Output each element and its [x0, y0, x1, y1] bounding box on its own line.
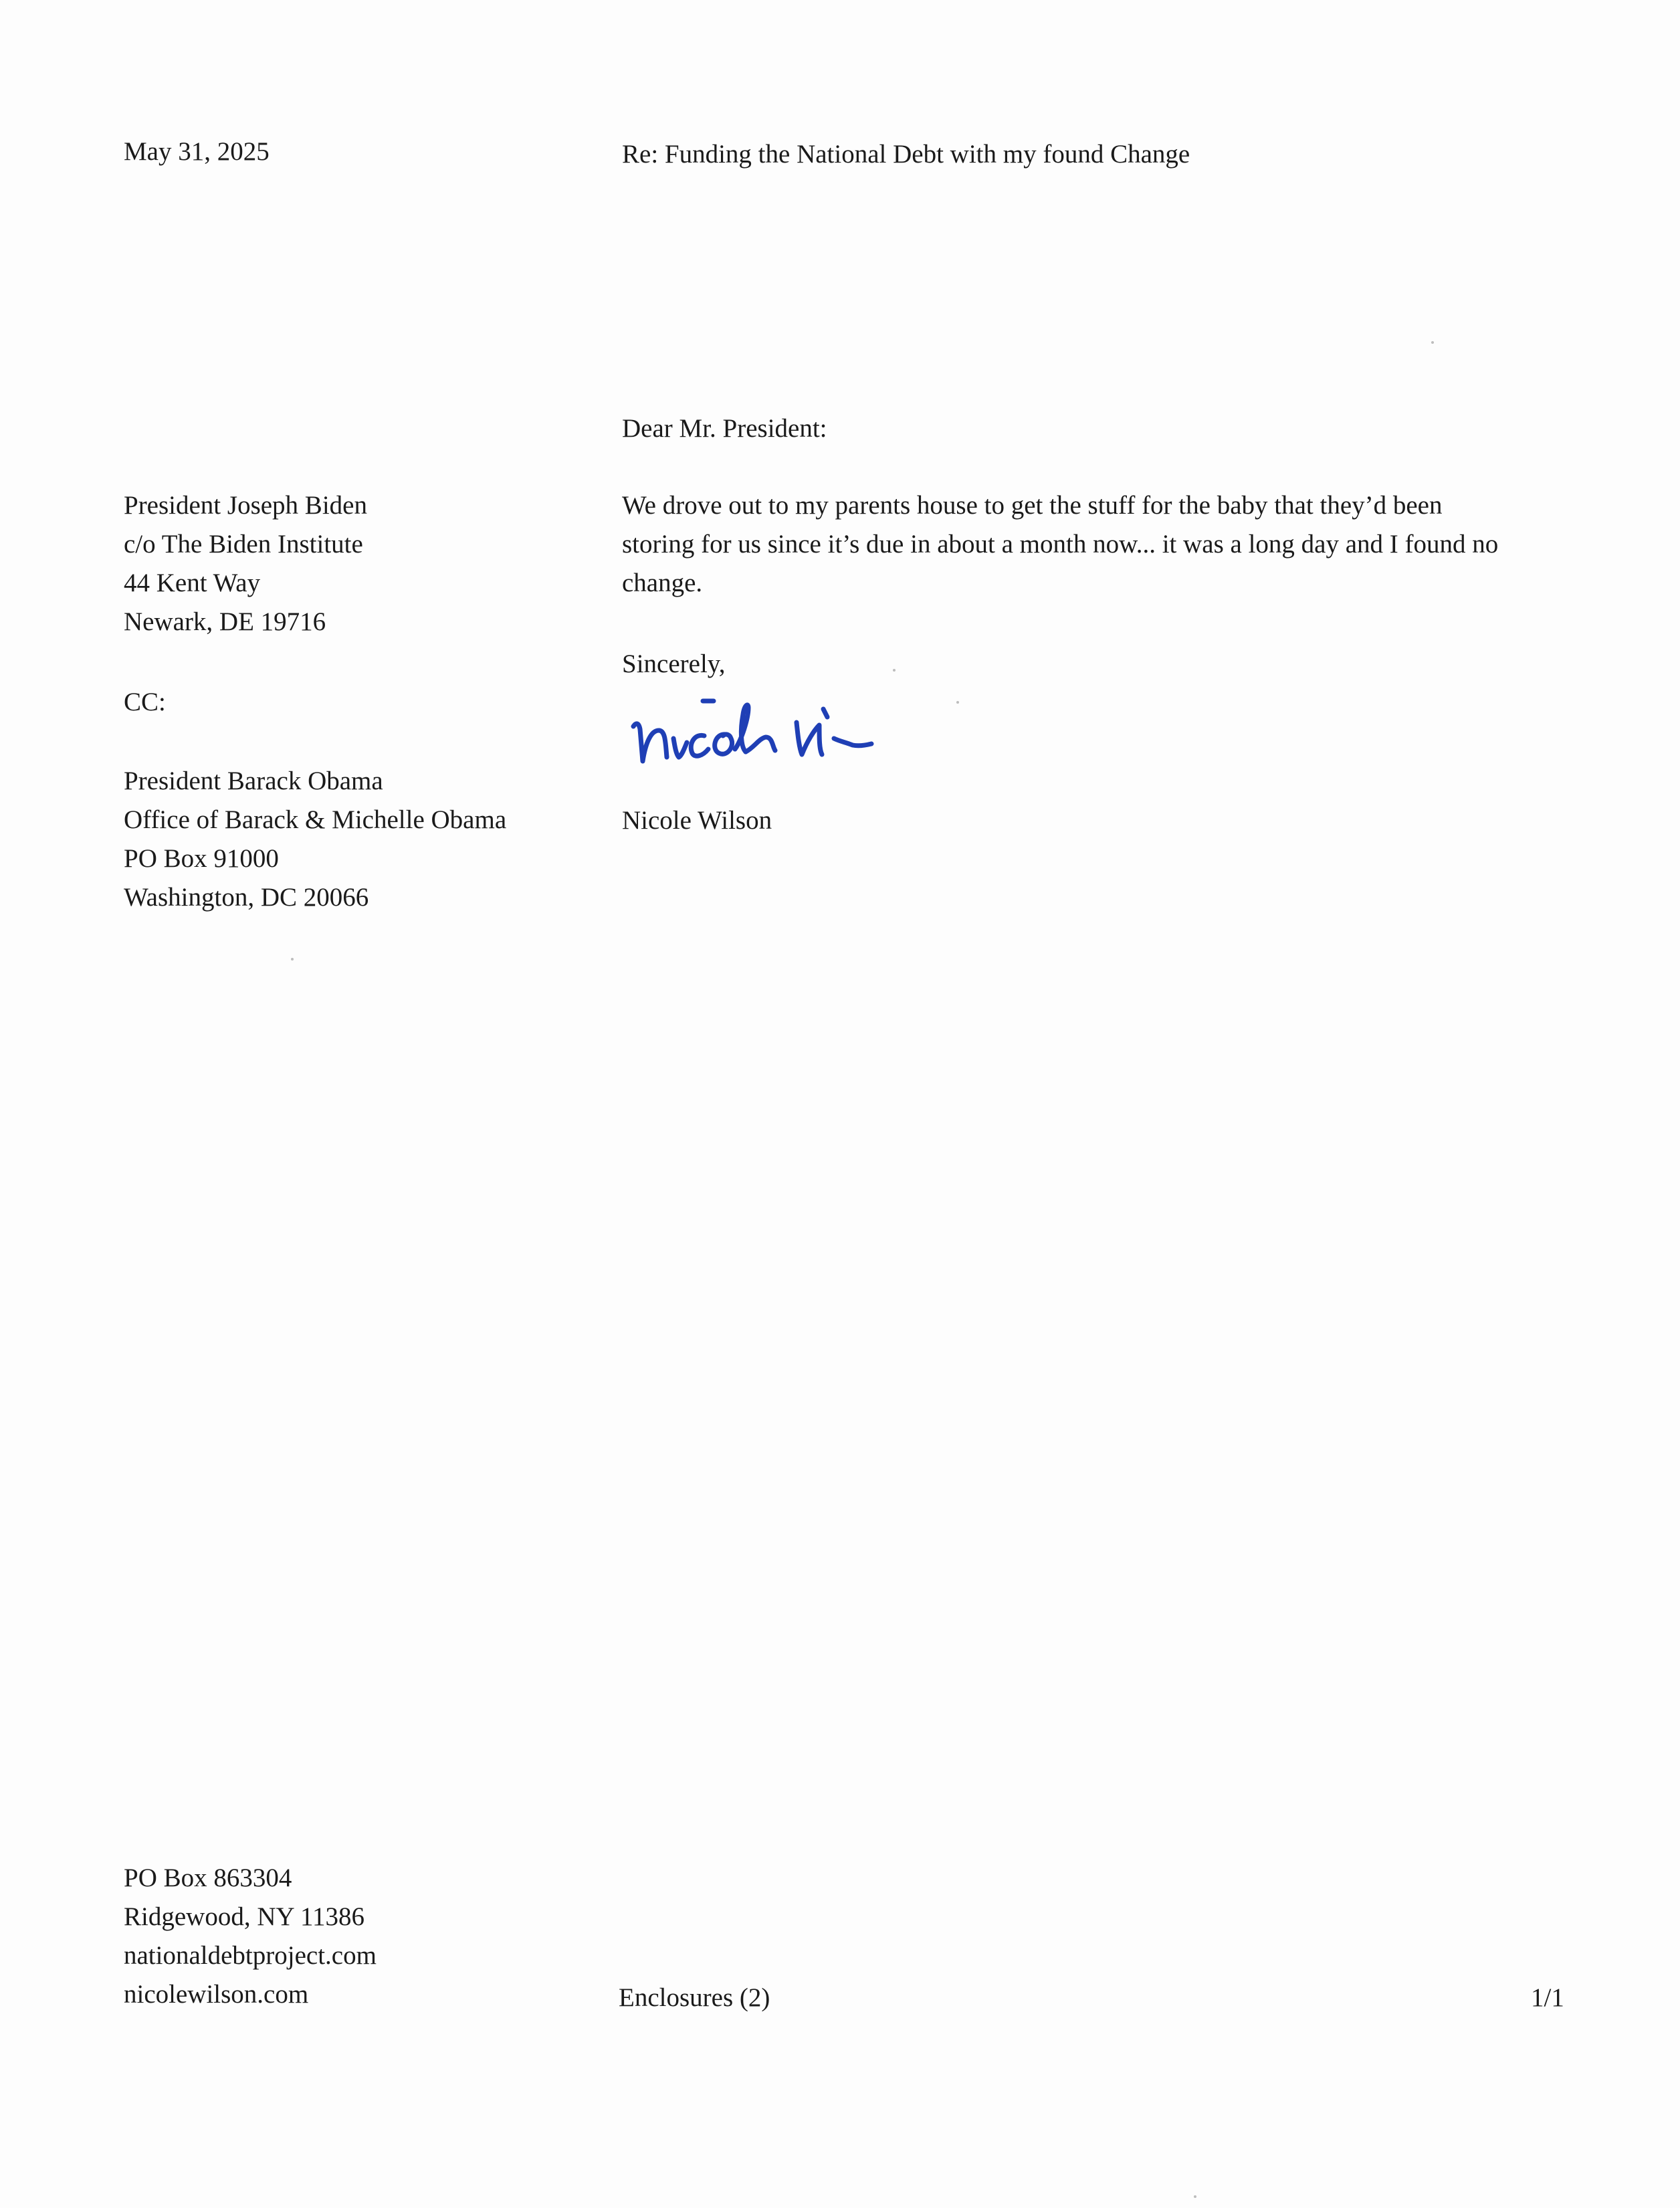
body-line: change.: [622, 569, 703, 597]
recipient-city-state-zip: Newark, DE 19716: [124, 607, 326, 636]
scan-speck: [1194, 2195, 1196, 2198]
scan-speck: [956, 701, 959, 704]
body-line: storing for us since it’s due in about a month now... it was a long day and I found no: [622, 530, 1499, 559]
handwritten-signature: [625, 682, 946, 789]
recipient-name: President Joseph Biden: [124, 491, 367, 520]
page-number: 1/1: [1531, 1983, 1564, 2012]
sender-city-state-zip: Ridgewood, NY 11386: [124, 1902, 365, 1931]
enclosures-note: Enclosures (2): [619, 1983, 770, 2012]
cc-name: President Barack Obama: [124, 767, 383, 795]
sender-website-project: nationaldebtproject.com: [124, 1941, 377, 1970]
letter-salutation: Dear Mr. President:: [622, 414, 827, 443]
cc-office: Office of Barack & Michelle Obama: [124, 805, 507, 834]
body-line: We drove out to my parents house to get the stuff for the baby that they’d been: [622, 491, 1443, 520]
letter-subject: Re: Funding the National Debt with my found Change: [622, 140, 1190, 169]
sender-po-box: PO Box 863304: [124, 1864, 292, 1892]
letter-body: [622, 486, 1572, 603]
recipient-care-of: c/o The Biden Institute: [124, 530, 363, 559]
scan-speck: [291, 958, 294, 961]
recipient-street: 44 Kent Way: [124, 569, 261, 597]
sender-website-personal: nicolewilson.com: [124, 1980, 309, 2009]
scan-speck: [1431, 341, 1434, 344]
sender-address-block: [124, 1859, 377, 2014]
recipient-address-block: [124, 486, 367, 641]
scan-speck: [893, 669, 896, 672]
signer-name: Nicole Wilson: [622, 806, 772, 835]
cc-label: CC:: [124, 688, 166, 716]
letter-date: May 31, 2025: [124, 137, 270, 166]
letter-closing: Sincerely,: [622, 649, 726, 678]
cc-city-state-zip: Washington, DC 20066: [124, 883, 369, 912]
cc-address-block: [124, 762, 506, 917]
cc-po-box: PO Box 91000: [124, 844, 279, 873]
